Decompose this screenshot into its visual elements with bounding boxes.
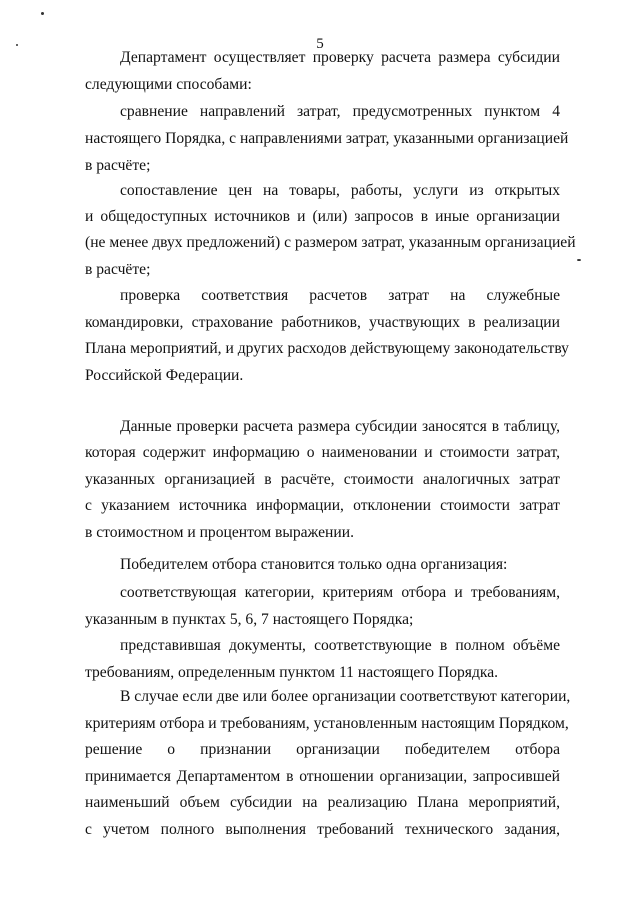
text-line: критериям отбора и требованиям, установленным настоящим Порядком, — [85, 715, 569, 732]
text-line: следующими способами: — [85, 76, 252, 93]
text-line: соответствующая категории, критериям отбора и требованиям, — [120, 584, 560, 601]
text-line: Российской Федерации. — [85, 367, 244, 384]
text-line: проверка соответствия расчетов затрат на служебные — [120, 287, 560, 304]
text-line: представившая документы, соответствующие в полном объёме — [120, 637, 560, 654]
text-line: с указанием источника информации, отклонении стоимости затрат — [85, 497, 560, 514]
text-line: в расчёте; — [85, 261, 151, 278]
text-line: Победителем отбора становится только одна организация: — [120, 556, 508, 573]
scan-speck — [41, 12, 44, 15]
text-line: наименьший объем субсидии на реализацию Плана мероприятий, — [85, 794, 560, 811]
text-line: требованиям, определенным пунктом 11 настоящего Порядка. — [85, 664, 499, 681]
text-line: настоящего Порядка, с направлениями затрат, указанными организацией — [85, 130, 569, 147]
text-line: Департамент осуществляет проверку расчета размера субсидии — [120, 49, 560, 66]
text-line: В случае если две или более организации соответствуют категории, — [120, 688, 571, 705]
text-line: в стоимостном и процентом выражении. — [85, 524, 354, 541]
text-line: (не менее двух предложений) с размером затрат, указанным организацией — [85, 234, 576, 251]
text-line: Плана мероприятий, и других расходов действующему законодательству — [85, 340, 569, 357]
text-line: принимается Департаментом в отношении организации, запросившей — [85, 768, 560, 785]
scan-speck — [577, 259, 581, 261]
text-line: с учетом полного выполнения требований технического задания, — [85, 821, 560, 838]
text-line: указанных организацией в расчёте, стоимости аналогичных затрат — [85, 471, 560, 488]
text-line: в расчёте; — [85, 157, 151, 174]
text-line: сопоставление цен на товары, работы, услуги из открытых — [120, 182, 560, 199]
text-line: сравнение направлений затрат, предусмотренных пунктом 4 — [120, 103, 560, 120]
page-number: 5 — [316, 36, 324, 52]
text-line: которая содержит информацию о наименовании и стоимости затрат, — [85, 444, 560, 461]
text-line: и общедоступных источников и (или) запросов в иные организации — [85, 208, 560, 225]
text-line: Данные проверки расчета размера субсидии заносятся в таблицу, — [120, 418, 560, 435]
text-line: указанным в пунктах 5, 6, 7 настоящего Порядка; — [85, 611, 414, 628]
text-line: командировки, страхование работников, участвующих в реализации — [85, 314, 560, 331]
text-line: решение о признании организации победителем отбора — [85, 741, 560, 758]
